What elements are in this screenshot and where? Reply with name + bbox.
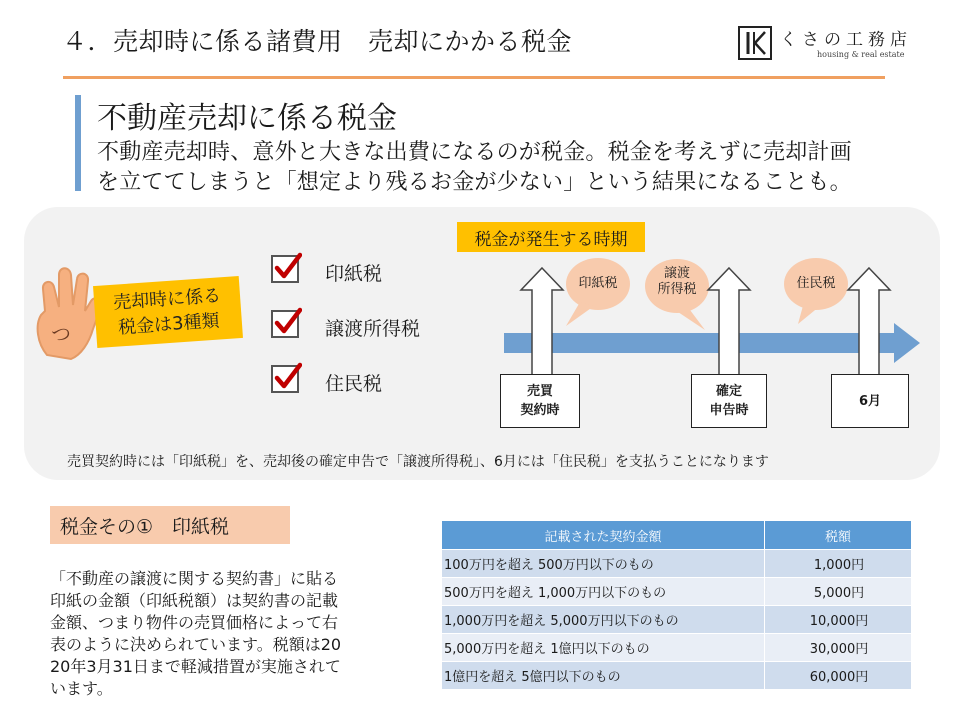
table-row	[442, 606, 912, 634]
time-box-line: 確定	[715, 384, 742, 399]
table-cell-tax: 60,000円	[765, 662, 912, 690]
bubble-label: 住民税	[796, 276, 836, 291]
time-box-line: 申告時	[709, 403, 749, 418]
checkbox-checked-icon	[270, 307, 302, 339]
intro-text-line: を立ててしまうと「想定より残るお金が少ない」という結果になることも。	[97, 170, 852, 195]
three-tax-types-label	[93, 276, 243, 348]
header-divider	[63, 76, 885, 79]
stamp-tax-heading: 税金その① 印紙税	[50, 506, 290, 544]
column-header-tax-amount: 税額	[765, 521, 912, 550]
logo-mark-icon	[738, 26, 772, 60]
tax-item-label: 譲渡所得税	[325, 318, 421, 340]
table-cell-tax: 1,000円	[765, 550, 912, 578]
bubble-label-line: 譲渡	[663, 266, 690, 281]
tax-item-label: 印紙税	[325, 263, 383, 285]
stamp-tax-text-line: 印紙の金額（印紙税額）は契約書の記載	[50, 591, 339, 610]
stamp-tax-table	[441, 520, 912, 690]
stamp-tax-text-line: 表のように決められています。税額は20	[50, 635, 342, 654]
table-header-row	[442, 521, 912, 550]
table-cell-range: 100万円を超え 500万円以下のもの	[442, 550, 765, 578]
table-cell-tax: 10,000円	[765, 606, 912, 634]
stamp-tax-text-line: 20年3月31日まで軽減措置が実施されて	[50, 657, 341, 676]
three-types-line: 税金は3種類	[117, 310, 221, 339]
logo-subtitle: housing & real estate	[817, 50, 905, 59]
table-cell-tax: 5,000円	[765, 578, 912, 606]
up-arrow-icon	[706, 266, 752, 376]
stamp-tax-text-line: います。	[50, 679, 113, 698]
panel-note: 売買契約時には「印紙税」を、売却後の確定申告で「譲渡所得税」、6月には「住民税」を支払うことになります	[67, 454, 769, 470]
bubble-label	[639, 266, 715, 298]
stamp-tax-text-line: 金額、つまり物件の売買価格によって右	[50, 613, 339, 632]
timeline-box-june	[831, 374, 909, 428]
timeline-box-tax-return	[691, 374, 767, 428]
table-row	[442, 634, 912, 662]
table-row	[442, 550, 912, 578]
up-arrow-icon	[519, 266, 565, 376]
table-cell-range: 5,000万円を超え 1億円以下のもの	[442, 634, 765, 662]
table-cell-range: 1億円を超え 5億円以下のもの	[442, 662, 765, 690]
table-row	[442, 578, 912, 606]
section-accent-bar	[75, 95, 81, 191]
checkbox-checked-icon	[270, 252, 302, 284]
up-arrow-icon	[846, 266, 892, 376]
time-box-line: 6月	[858, 393, 882, 409]
bubble-label-line: 所得税	[657, 282, 697, 297]
timeline-title: 税金が発生する時期	[457, 222, 645, 252]
table-cell-range: 500万円を超え 1,000万円以下のもの	[442, 578, 765, 606]
page-header	[0, 0, 960, 90]
company-logo	[738, 26, 938, 66]
table-row	[442, 662, 912, 690]
stamp-tax-text-line: 「不動産の譲渡に関する契約書」に貼る	[50, 569, 339, 588]
hand-text: つ	[51, 322, 71, 346]
bubble-label: 印紙税	[578, 276, 618, 291]
timeline-box-contract	[500, 374, 580, 428]
intro-text-line: 不動産売却時、意外と大きな出費になるのが税金。税金を考えずに売却計画	[97, 140, 852, 165]
three-types-line: 売却時に係る	[112, 285, 222, 314]
logo-name: くさの工務店	[780, 30, 912, 50]
section-heading: 不動産売却に係る税金	[97, 101, 397, 136]
column-header-contract-amount: 記載された契約金額	[442, 521, 765, 550]
time-box-line: 売買	[526, 384, 553, 399]
table-cell-range: 1,000万円を超え 5,000万円以下のもの	[442, 606, 765, 634]
tax-item-label: 住民税	[325, 373, 383, 395]
checkbox-checked-icon	[270, 362, 302, 394]
time-box-line: 契約時	[520, 403, 560, 418]
table-cell-tax: 30,000円	[765, 634, 912, 662]
page-title: ４．売却時に係る諸費用 売却にかかる税金	[62, 27, 573, 56]
